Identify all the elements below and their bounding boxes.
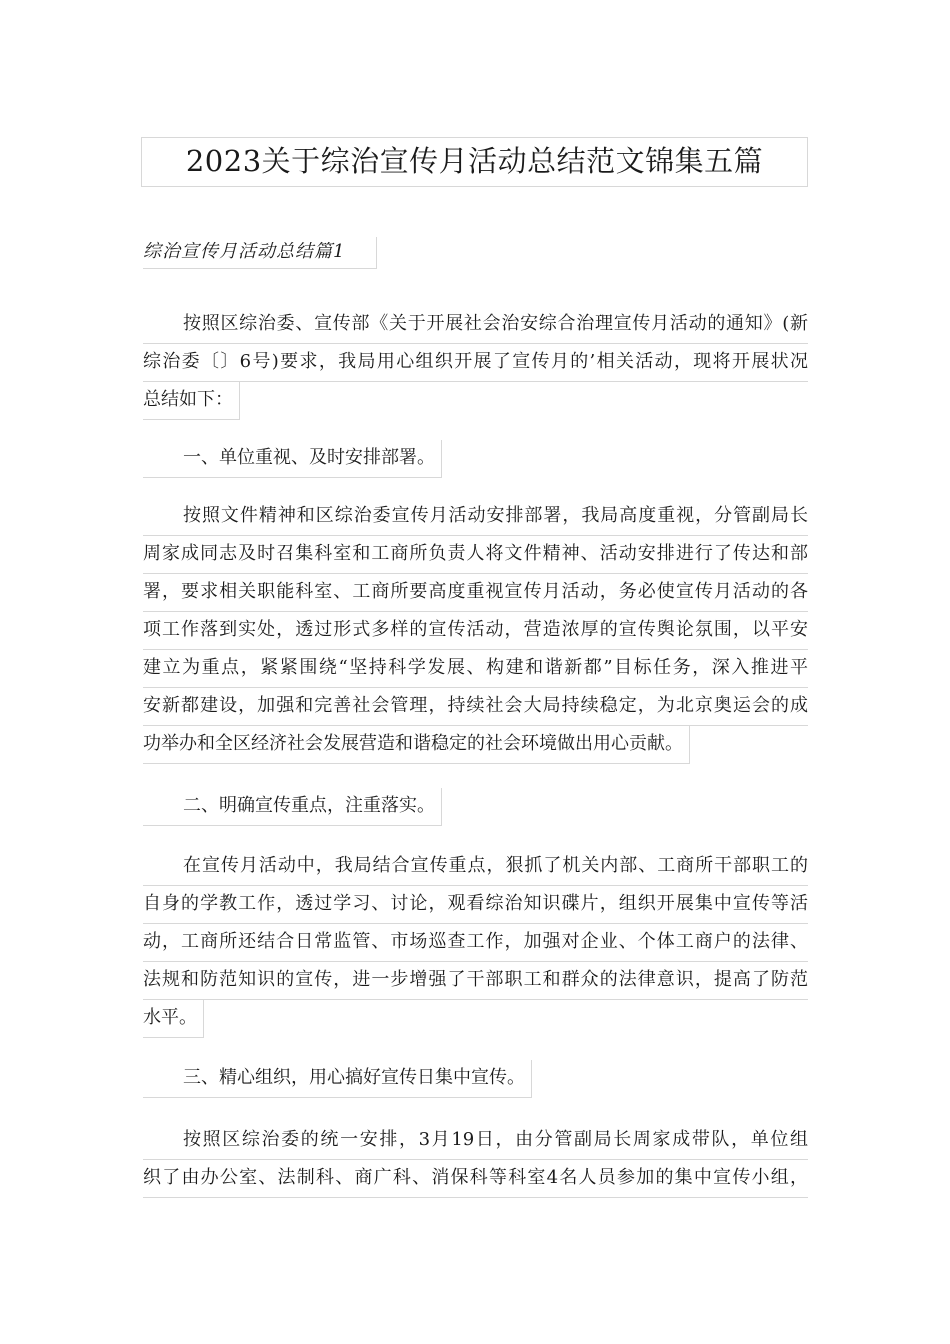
paragraph-deployment [143,498,808,768]
paragraph-line: 按照区综治委的统一安排，3月19日，由分管副局长周家成带队，单位组 [143,1122,808,1160]
paragraph-line: 建立为重点，紧紧围绕“坚持科学发展、构建和谐新都”目标任务，深入推进平 [143,650,808,688]
paragraph-line: 总结如下： [143,382,240,420]
paragraph-line: 在宣传月活动中，我局结合宣传重点，狠抓了机关内部、工商所干部职工的 [143,848,808,886]
subheading-2: 二、明确宣传重点，注重落实。 [143,788,442,826]
paragraph-line: 动，工商所还结合日常监管、市场巡查工作，加强对企业、个体工商户的法律、 [143,924,808,962]
subheading-1: 一、单位重视、及时安排部署。 [143,440,442,478]
paragraph-intro [143,306,808,424]
paragraph-line: 功举办和全区经济社会发展营造和谐稳定的社会环境做出用心贡献。 [143,726,690,764]
paragraph-line: 自身的学教工作，透过学习、讨论，观看综治知识碟片，组织开展集中宣传等活 [143,886,808,924]
document-title: 2023关于综治宣传月活动总结范文锦集五篇 [141,137,808,187]
paragraph-line: 安新都建设，加强和完善社会管理，持续社会大局持续稳定，为北京奥运会的成 [143,688,808,726]
paragraph-line: 署，要求相关职能科室、工商所要高度重视宣传月活动，务必使宣传月活动的各 [143,574,808,612]
paragraph-line: 按照区综治委、宣传部《关于开展社会治安综合治理宣传月活动的通知》(新 [143,306,808,344]
paragraph-line: 织了由办公室、法制科、商广科、消保科等科室4名人员参加的集中宣传小组， [143,1160,808,1198]
paragraph-line: 综治委〔〕6号)要求，我局用心组织开展了宣传月的’相关活动，现将开展状况 [143,344,808,382]
subheading-3: 三、精心组织，用心搞好宣传日集中宣传。 [143,1060,532,1098]
section-heading: 综治宣传月活动总结篇1 [143,237,377,269]
paragraph-line: 法规和防范知识的宣传，进一步增强了干部职工和群众的法律意识，提高了防范 [143,962,808,1000]
paragraph-focus [143,848,808,1042]
paragraph-line: 按照文件精神和区综治委宣传月活动安排部署，我局高度重视，分管副局长 [143,498,808,536]
paragraph-line: 周家成同志及时召集科室和工商所负责人将文件精神、活动安排进行了传达和部 [143,536,808,574]
paragraph-line: 水平。 [143,1000,204,1038]
paragraph-campaign [143,1122,808,1198]
paragraph-line: 项工作落到实处，透过形式多样的宣传活动，营造浓厚的宣传舆论氛围，以平安 [143,612,808,650]
